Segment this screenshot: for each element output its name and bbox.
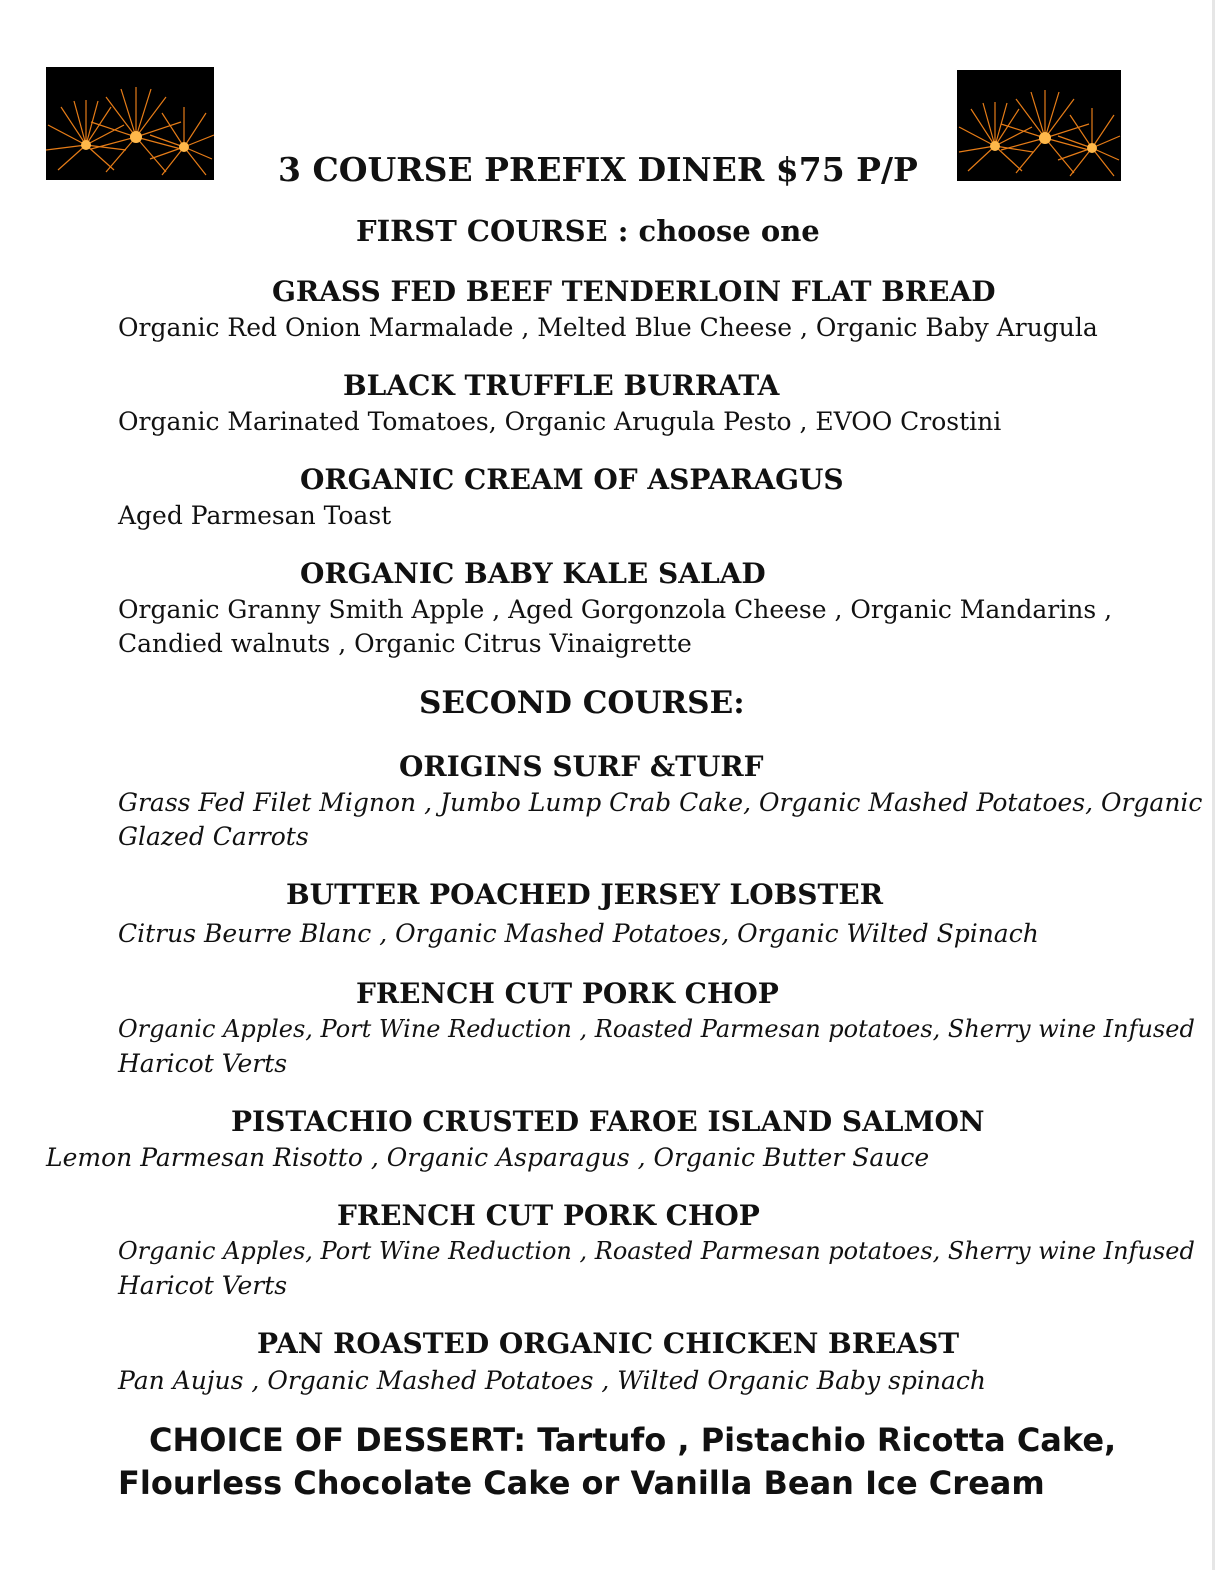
dish-name: ORIGINS SURF &TURF (399, 750, 764, 783)
dish-name: PAN ROASTED ORGANIC CHICKEN BREAST (257, 1327, 960, 1360)
dish-name: BLACK TRUFFLE BURRATA (343, 369, 780, 402)
dessert-line: CHOICE OF DESSERT: Tartufo , Pistachio Ricotta Cake, (149, 1421, 1117, 1459)
dish-name: GRASS FED BEEF TENDERLOIN FLAT BREAD (272, 275, 996, 308)
dish-description: Organic Marinated Tomatoes, Organic Arugula Pesto , EVOO Crostini (118, 407, 1002, 436)
menu-title: 3 COURSE PREFIX DINER $75 P/P (278, 150, 918, 189)
dish-description: Glazed Carrots (118, 822, 309, 851)
dish-description: Organic Red Onion Marmalade , Melted Blue Cheese , Organic Baby Arugula (118, 313, 1098, 342)
dish-description: Aged Parmesan Toast (118, 501, 392, 530)
dish-description: Organic Granny Smith Apple , Aged Gorgonzola Cheese , Organic Mandarins , (118, 595, 1113, 624)
dish-description: Organic Apples, Port Wine Reduction , Roasted Parmesan potatoes, Sherry wine Infused (118, 1237, 1195, 1265)
second-course-heading: SECOND COURSE: (419, 685, 745, 721)
dish-name: ORGANIC CREAM OF ASPARAGUS (300, 463, 844, 496)
dish-description: Pan Aujus , Organic Mashed Potatoes , Wilted Organic Baby spinach (118, 1366, 987, 1395)
dish-description: Organic Apples, Port Wine Reduction , Roasted Parmesan potatoes, Sherry wine Infused (118, 1015, 1195, 1043)
dish-name: PISTACHIO CRUSTED FAROE ISLAND SALMON (231, 1105, 985, 1138)
fireworks-image-left (46, 67, 214, 180)
dish-description: Lemon Parmesan Risotto , Organic Asparagus , Organic Butter Sauce (46, 1143, 930, 1172)
dish-name: BUTTER POACHED JERSEY LOBSTER (286, 878, 883, 911)
dish-description: Candied walnuts , Organic Citrus Vinaigrette (118, 629, 692, 658)
fireworks-icon (957, 70, 1121, 181)
dish-name: FRENCH CUT PORK CHOP (337, 1199, 760, 1232)
dessert-line: Flourless Chocolate Cake or Vanilla Bean Ice Cream (118, 1464, 1045, 1502)
fireworks-icon (46, 67, 214, 180)
dish-description: Haricot Verts (118, 1049, 288, 1078)
dish-description: Grass Fed Filet Mignon , Jumbo Lump Crab Cake, Organic Mashed Potatoes, Organic (118, 788, 1203, 817)
fireworks-image-right (957, 70, 1121, 181)
dish-name: ORGANIC BABY KALE SALAD (300, 557, 766, 590)
dish-description: Citrus Beurre Blanc , Organic Mashed Potatoes, Organic Wilted Spinach (118, 919, 1039, 948)
dish-description: Haricot Verts (118, 1271, 288, 1300)
dish-name: FRENCH CUT PORK CHOP (356, 977, 779, 1010)
first-course-heading: FIRST COURSE : choose one (356, 214, 820, 248)
